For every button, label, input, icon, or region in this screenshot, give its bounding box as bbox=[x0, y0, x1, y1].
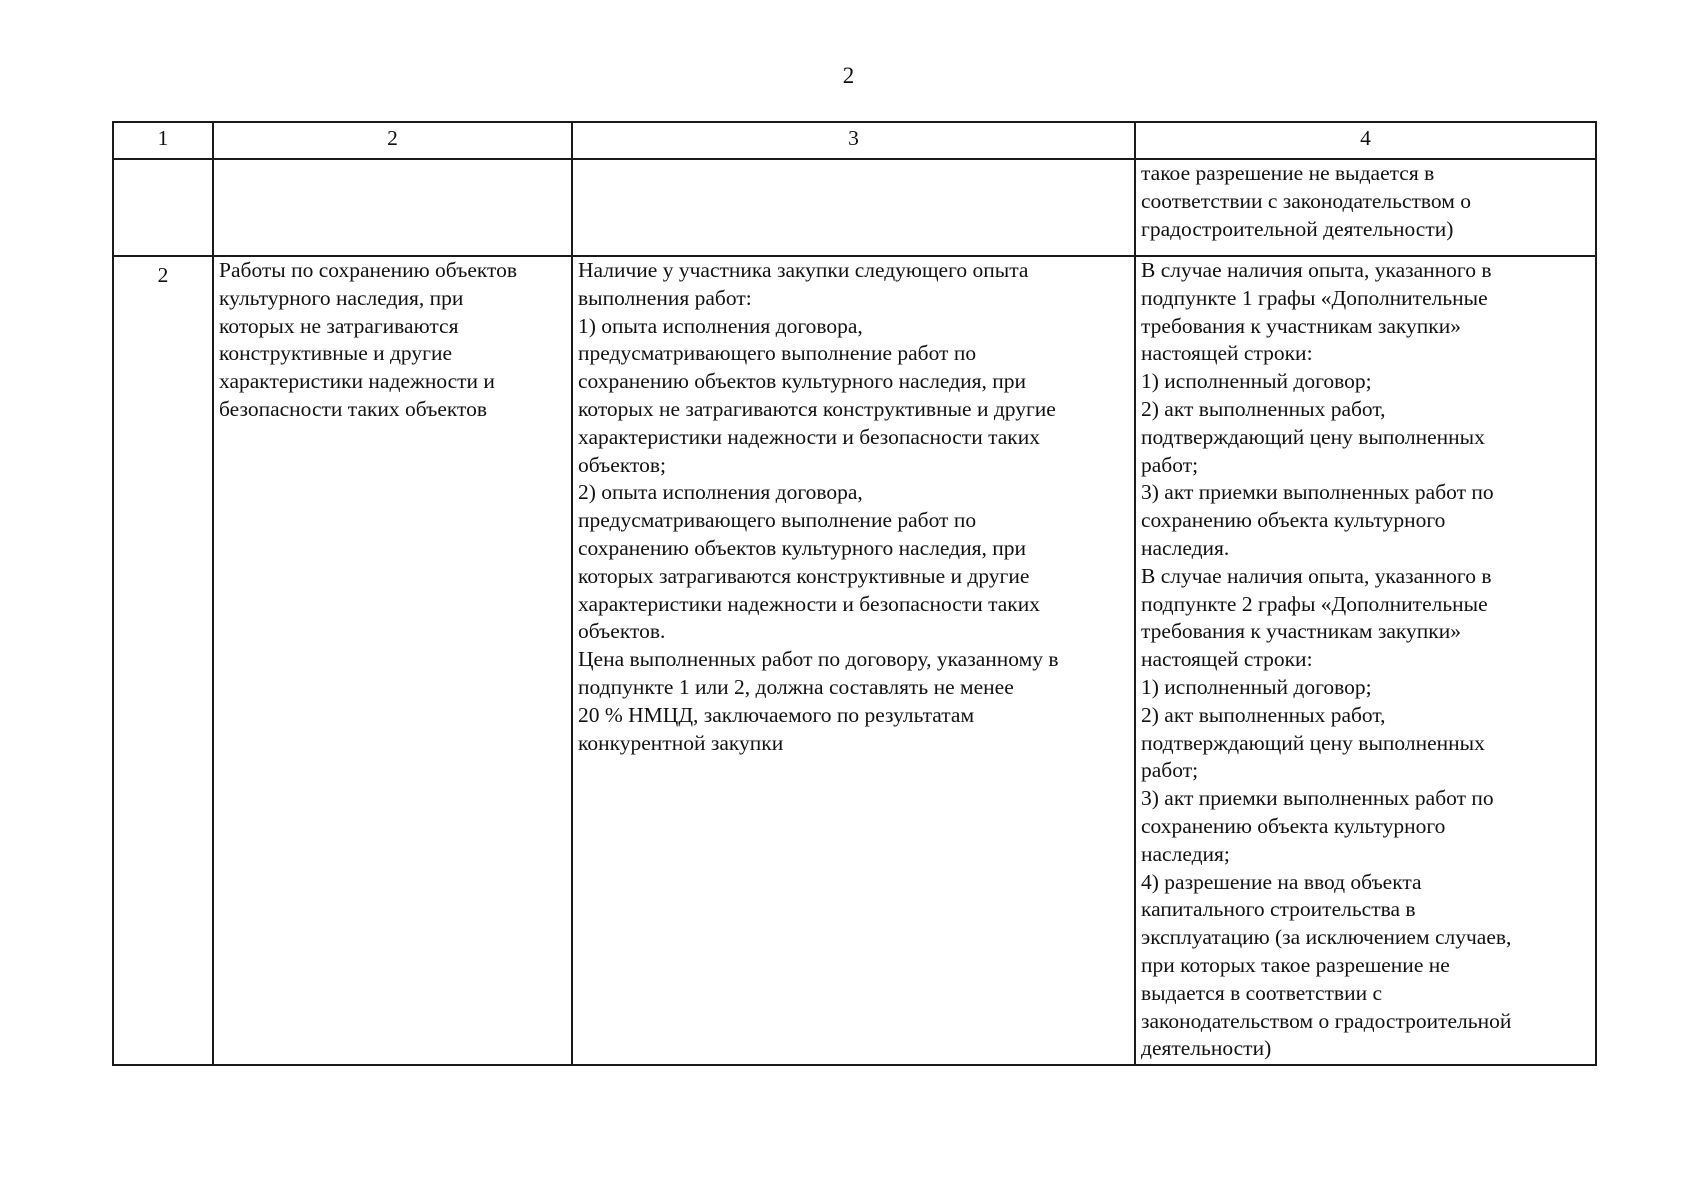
cell-text-line: Работы по сохранению объектов bbox=[219, 258, 518, 282]
table-row bbox=[113, 159, 1596, 256]
cell-text-line: 2) акт выполненных работ, bbox=[1141, 396, 1386, 421]
work-type-cell bbox=[213, 256, 572, 1065]
cell-text-line: деятельности) bbox=[1141, 1036, 1272, 1061]
cell-text-line: 1) опыта исполнения договора, bbox=[578, 313, 863, 338]
cell-text-line: характеристики надежности и безопасности таких bbox=[578, 591, 1040, 616]
cell-text-line: наследия. bbox=[1141, 535, 1230, 560]
page-number: 2 bbox=[842, 63, 855, 88]
cell-text-line: предусматривающего выполнение работ по bbox=[578, 508, 977, 533]
cell-text-line: конструктивные и другие bbox=[219, 341, 453, 366]
cell-text-line: наследия; bbox=[1141, 841, 1230, 866]
header-col-4: 4 bbox=[1135, 122, 1596, 159]
cell-text-line: подтверждающий цену выполненных bbox=[1141, 730, 1485, 755]
requirements-cell bbox=[572, 159, 1135, 256]
cell-text-line: сохранению объекта культурного bbox=[1141, 813, 1446, 838]
cell-text-line: В случае наличия опыта, указанного в bbox=[1141, 563, 1492, 588]
documents-cell bbox=[1135, 159, 1596, 256]
cell-text-line: сохранению объектов культурного наследия, при bbox=[578, 535, 1027, 560]
cell-text-line: настоящей строки: bbox=[1141, 341, 1313, 366]
cell-text-line: характеристики надежности и bbox=[219, 369, 495, 394]
cell-text-line: объектов. bbox=[578, 619, 666, 644]
cell-text-line: которых не затрагиваются конструктивные и другие bbox=[578, 396, 1056, 421]
documents-cell bbox=[1135, 256, 1596, 1065]
cell-text-line: безопасности таких объектов bbox=[219, 396, 488, 421]
cell-text-line: предусматривающего выполнение работ по bbox=[578, 341, 977, 366]
cell-text-line: Цена выполненных работ по договору, указанному в bbox=[578, 647, 1059, 672]
cell-text-line: 2) акт выполненных работ, bbox=[1141, 702, 1386, 727]
header-col-2: 2 bbox=[213, 122, 572, 159]
header-row bbox=[113, 122, 1596, 159]
cell-text-line: градостроительной деятельности) bbox=[1141, 216, 1454, 241]
header-col-1: 1 bbox=[113, 122, 213, 159]
cell-text-line: капитального строительства в bbox=[1141, 897, 1416, 922]
cell-text-line: характеристики надежности и безопасности таких bbox=[578, 424, 1040, 449]
cell-text-line: подтверждающий цену выполненных bbox=[1141, 424, 1485, 449]
cell-text-line: работ; bbox=[1141, 452, 1199, 477]
work-type-cell bbox=[213, 159, 572, 256]
table-row bbox=[113, 256, 1596, 1065]
cell-text-line: подпункте 2 графы «Дополнительные bbox=[1141, 591, 1488, 616]
row-number-cell bbox=[113, 159, 213, 256]
cell-text-line: требования к участникам закупки» bbox=[1141, 313, 1461, 338]
cell-text-line: 1) исполненный договор; bbox=[1141, 369, 1372, 394]
cell-text-line: требования к участникам закупки» bbox=[1141, 619, 1461, 644]
cell-text-line: которых не затрагиваются bbox=[219, 313, 459, 338]
requirements-cell bbox=[572, 256, 1135, 1065]
cell-text-line: настоящей строки: bbox=[1141, 647, 1313, 672]
cell-text-line: которых затрагиваются конструктивные и другие bbox=[578, 563, 1030, 588]
cell-text-line: 4) разрешение на ввод объекта bbox=[1141, 869, 1422, 894]
cell-text-line: сохранению объектов культурного наследия, при bbox=[578, 369, 1027, 394]
cell-text-line: работ; bbox=[1141, 758, 1199, 783]
row-number-cell: 2 bbox=[113, 256, 213, 1065]
cell-text-line: объектов; bbox=[578, 452, 666, 477]
cell-text-line: выполнения работ: bbox=[578, 285, 752, 310]
header-col-3: 3 bbox=[572, 122, 1135, 159]
cell-text-line: сохранению объекта культурного bbox=[1141, 508, 1446, 533]
cell-text-line: конкурентной закупки bbox=[578, 730, 784, 755]
cell-text-line: при которых такое разрешение не bbox=[1141, 952, 1450, 977]
cell-text-line: эксплуатацию (за исключением случаев, bbox=[1141, 925, 1512, 950]
cell-text-line: 1) исполненный договор; bbox=[1141, 674, 1372, 699]
cell-text-line: подпункте 1 графы «Дополнительные bbox=[1141, 285, 1488, 310]
cell-text-line: 3) акт приемки выполненных работ по bbox=[1141, 786, 1494, 811]
cell-text-line: Наличие у участника закупки следующего опыта bbox=[578, 258, 1029, 282]
cell-text-line: культурного наследия, при bbox=[219, 285, 464, 310]
cell-text-line: подпункте 1 или 2, должна составлять не менее bbox=[578, 674, 1014, 699]
cell-text-line: 2) опыта исполнения договора, bbox=[578, 480, 863, 505]
cell-text-line: законодательством о градостроительной bbox=[1141, 1008, 1512, 1033]
cell-text-line: такое разрешение не выдается в bbox=[1141, 161, 1435, 185]
cell-text-line: В случае наличия опыта, указанного в bbox=[1141, 258, 1492, 282]
cell-text-line: выдается в соответствии с bbox=[1141, 980, 1383, 1005]
cell-text-line: 3) акт приемки выполненных работ по bbox=[1141, 480, 1494, 505]
requirements-table bbox=[112, 121, 1597, 1066]
cell-text-line: 20 % НМЦД, заключаемого по результатам bbox=[578, 702, 975, 727]
cell-text-line: соответствии с законодательством о bbox=[1141, 188, 1471, 213]
